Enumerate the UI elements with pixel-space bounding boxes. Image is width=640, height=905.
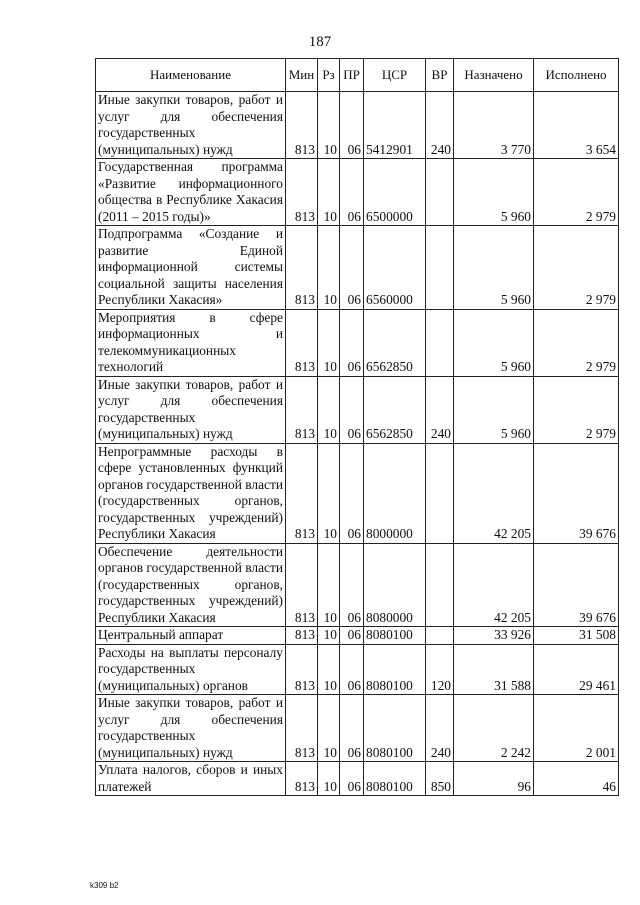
cell-assigned: 42 205 [454,443,534,543]
table-row [96,159,619,226]
cell-executed: 3 654 [534,92,619,159]
cell-pr: 06 [340,376,364,443]
cell-vr [426,309,454,376]
cell-name: Центральный аппарат [96,627,286,645]
cell-vr [426,543,454,627]
cell-csr: 6560000 [364,226,426,310]
cell-pr: 06 [340,762,364,796]
cell-assigned: 5 960 [454,309,534,376]
cell-csr: 8080100 [364,695,426,762]
table-row [96,627,619,645]
budget-table [95,58,619,796]
table-body [96,92,619,796]
cell-vr [426,627,454,645]
cell-name: Непрограммные расходы в сфере установленных функций органов государственной власти (государственных органов, государственных учреждений) Республики Хакасия [96,443,286,543]
cell-min: 813 [286,762,318,796]
cell-executed: 31 508 [534,627,619,645]
cell-pr: 06 [340,695,364,762]
cell-vr [426,443,454,543]
cell-pr: 06 [340,226,364,310]
cell-name: Мероприятия в сфере информационных и телекоммуникационных технологий [96,309,286,376]
cell-csr: 8000000 [364,443,426,543]
column-header-csr: ЦСР [364,59,426,92]
table-row [96,376,619,443]
table-row [96,543,619,627]
cell-min: 813 [286,376,318,443]
cell-min: 813 [286,543,318,627]
cell-vr: 240 [426,695,454,762]
cell-name: Подпрограмма «Создание и развитие Единой информационной системы социальной защиты населения Республики Хакасия» [96,226,286,310]
cell-vr: 120 [426,644,454,695]
table-row [96,644,619,695]
cell-assigned: 2 242 [454,695,534,762]
cell-pr: 06 [340,543,364,627]
column-header-min: Мин [286,59,318,92]
cell-executed: 39 676 [534,543,619,627]
cell-rz: 10 [318,695,340,762]
cell-csr: 5412901 [364,92,426,159]
column-header-vr: ВР [426,59,454,92]
cell-csr: 6562850 [364,309,426,376]
cell-rz: 10 [318,627,340,645]
cell-pr: 06 [340,443,364,543]
cell-rz: 10 [318,762,340,796]
column-header-name: Наименование [96,59,286,92]
cell-min: 813 [286,644,318,695]
cell-rz: 10 [318,309,340,376]
cell-min: 813 [286,443,318,543]
cell-csr: 8080100 [364,627,426,645]
cell-pr: 06 [340,309,364,376]
cell-name: Обеспечение деятельности органов государственной власти (государственных органов, государственных учреждений) Республики Хакасия [96,543,286,627]
cell-rz: 10 [318,543,340,627]
cell-name: Уплата налогов, сборов и иных платежей [96,762,286,796]
cell-name: Государственная программа «Развитие информационного общества в Республике Хакасия (2011 – 2015 годы)» [96,159,286,226]
cell-assigned: 5 960 [454,226,534,310]
cell-csr: 8080100 [364,644,426,695]
cell-pr: 06 [340,92,364,159]
table-row [96,226,619,310]
cell-rz: 10 [318,226,340,310]
cell-name: Иные закупки товаров, работ и услуг для обеспечения государственных (муниципальных) нужд [96,92,286,159]
cell-assigned: 96 [454,762,534,796]
cell-csr: 8080100 [364,762,426,796]
table-row [96,92,619,159]
cell-pr: 06 [340,159,364,226]
cell-min: 813 [286,309,318,376]
table-row [96,309,619,376]
cell-executed: 2 979 [534,376,619,443]
cell-name: Расходы на выплаты персоналу государственных (муниципальных) органов [96,644,286,695]
cell-vr [426,226,454,310]
cell-csr: 6500000 [364,159,426,226]
cell-name: Иные закупки товаров, работ и услуг для обеспечения государственных (муниципальных) нужд [96,376,286,443]
column-header-assigned: Назначено [454,59,534,92]
cell-min: 813 [286,159,318,226]
footer-code: k309 b2 [90,881,119,890]
cell-executed: 2 979 [534,159,619,226]
cell-executed: 39 676 [534,443,619,543]
page-number: 187 [308,34,332,50]
column-header-pr: ПР [340,59,364,92]
cell-executed: 2 001 [534,695,619,762]
cell-vr: 850 [426,762,454,796]
cell-executed: 2 979 [534,309,619,376]
cell-pr: 06 [340,627,364,645]
cell-assigned: 3 770 [454,92,534,159]
table-row [96,762,619,796]
cell-assigned: 5 960 [454,376,534,443]
cell-csr: 6562850 [364,376,426,443]
cell-rz: 10 [318,92,340,159]
cell-assigned: 5 960 [454,159,534,226]
cell-assigned: 42 205 [454,543,534,627]
cell-vr [426,159,454,226]
cell-min: 813 [286,226,318,310]
cell-executed: 2 979 [534,226,619,310]
column-header-executed: Исполнено [534,59,619,92]
cell-vr: 240 [426,376,454,443]
table-header-row [96,59,619,92]
cell-executed: 46 [534,762,619,796]
cell-min: 813 [286,695,318,762]
cell-rz: 10 [318,159,340,226]
cell-executed: 29 461 [534,644,619,695]
column-header-rz: Рз [318,59,340,92]
cell-rz: 10 [318,644,340,695]
cell-vr: 240 [426,92,454,159]
cell-min: 813 [286,92,318,159]
table-row [96,443,619,543]
cell-pr: 06 [340,644,364,695]
cell-assigned: 33 926 [454,627,534,645]
table-row [96,695,619,762]
cell-rz: 10 [318,376,340,443]
cell-name: Иные закупки товаров, работ и услуг для обеспечения государственных (муниципальных) нужд [96,695,286,762]
cell-csr: 8080000 [364,543,426,627]
cell-min: 813 [286,627,318,645]
cell-rz: 10 [318,443,340,543]
cell-assigned: 31 588 [454,644,534,695]
